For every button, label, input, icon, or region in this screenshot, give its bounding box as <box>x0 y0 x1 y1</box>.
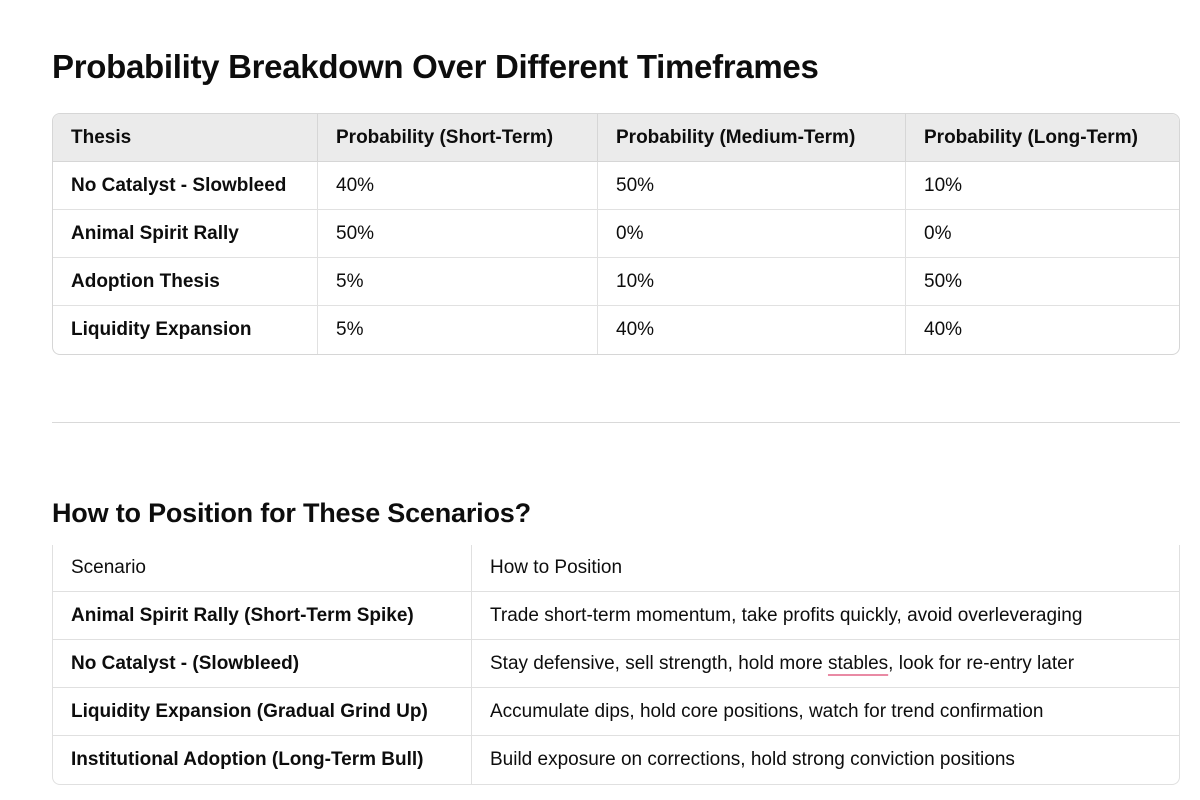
short-term-cell: 5% <box>318 258 598 306</box>
table-row <box>53 688 1180 736</box>
header-cell: Thesis <box>53 114 318 162</box>
scenario-cell: Liquidity Expansion (Gradual Grind Up) <box>53 688 472 736</box>
long-term-cell: 0% <box>906 210 1180 258</box>
spellcheck-underline: stables <box>827 652 889 674</box>
table-row <box>53 306 1180 354</box>
medium-term-cell: 0% <box>598 210 906 258</box>
scenario-cell: No Catalyst - (Slowbleed) <box>53 640 472 688</box>
header-cell: Probability (Medium-Term) <box>598 114 906 162</box>
header-cell: Probability (Long-Term) <box>906 114 1180 162</box>
probability-table <box>52 113 1180 355</box>
position-cell: Build exposure on corrections, hold strong conviction positions <box>490 749 1015 770</box>
table-row <box>53 162 1180 210</box>
short-term-cell: 5% <box>318 306 598 354</box>
position-cell: Accumulate dips, hold core positions, watch for trend confirmation <box>472 688 1180 736</box>
table-row <box>53 210 1180 258</box>
thesis-cell: Liquidity Expansion <box>53 306 318 354</box>
table-row <box>53 640 1180 688</box>
page-title: Probability Breakdown Over Different Timeframes <box>52 48 819 85</box>
long-term-cell: 10% <box>906 162 1180 210</box>
scenario-cell: Institutional Adoption (Long-Term Bull) <box>53 736 472 784</box>
thesis-cell: No Catalyst - Slowbleed <box>53 162 318 210</box>
section-divider <box>52 422 1180 423</box>
position-cell: Stay defensive, sell strength, hold more stables, look for re-entry later <box>472 640 1180 688</box>
header-cell: How to Position <box>472 545 1180 592</box>
thesis-cell: Adoption Thesis <box>53 258 318 306</box>
table-header-row <box>53 545 1180 592</box>
short-term-cell: 40% <box>318 162 598 210</box>
table-row <box>53 736 1180 784</box>
long-term-cell: 40% <box>924 319 963 340</box>
positioning-table <box>52 545 1180 785</box>
scenario-cell: Animal Spirit Rally (Short-Term Spike) <box>53 592 472 640</box>
section-title: How to Position for These Scenarios? <box>52 498 531 528</box>
table-row <box>53 258 1180 306</box>
position-cell: Trade short-term momentum, take profits quickly, avoid overleveraging <box>472 592 1180 640</box>
header-cell: Probability (Short-Term) <box>318 114 598 162</box>
medium-term-cell: 50% <box>598 162 906 210</box>
thesis-cell: Animal Spirit Rally <box>53 210 318 258</box>
medium-term-cell: 40% <box>598 306 906 354</box>
header-cell: Scenario <box>53 545 472 592</box>
medium-term-cell: 10% <box>598 258 906 306</box>
long-term-cell: 50% <box>906 258 1180 306</box>
table-header-row <box>53 114 1180 162</box>
short-term-cell: 50% <box>318 210 598 258</box>
table-row <box>53 592 1180 640</box>
